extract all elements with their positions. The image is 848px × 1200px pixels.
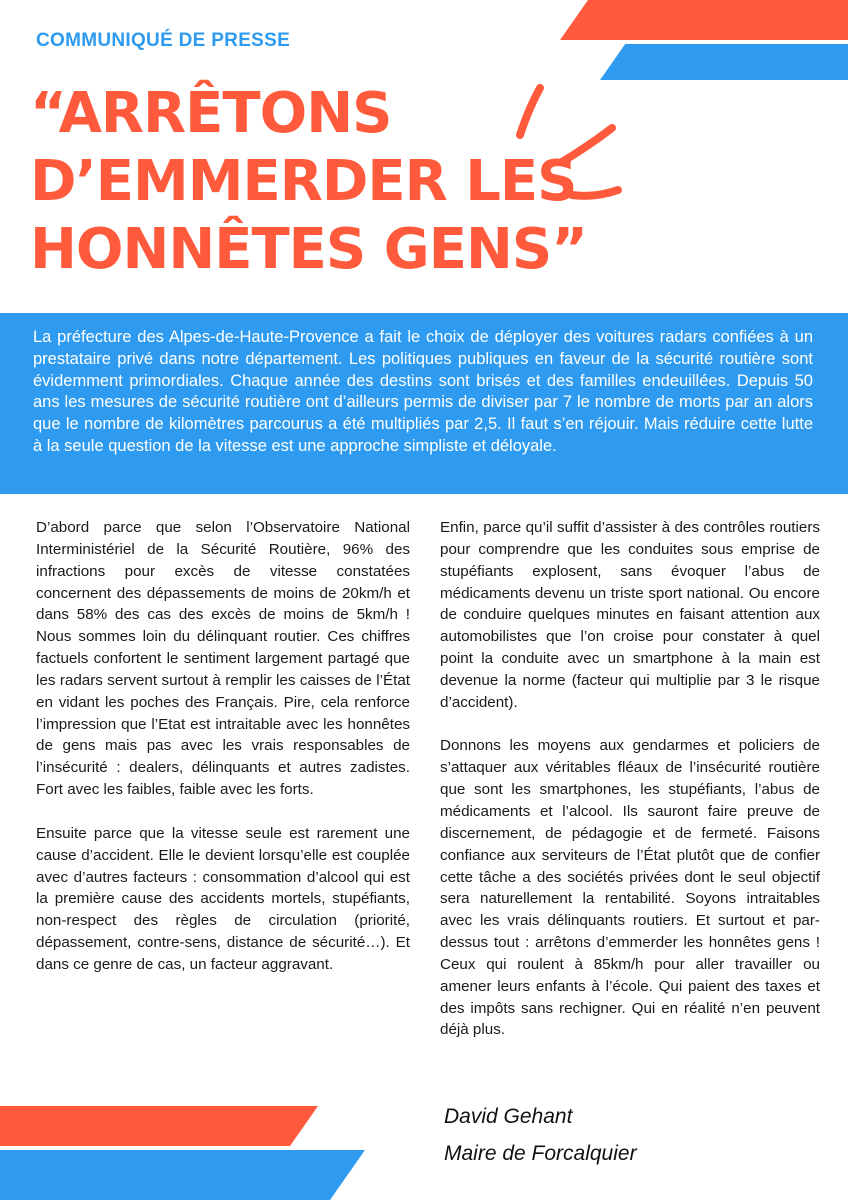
body-paragraph: D’abord parce que selon l’Observatoire National Interministériel de la Sécurité Routière, 96% des infractions pour excès de vitesse constatées concernent des dépassements de moins de 20km/h et dans 58% des cas des excès de moins de 5km/h ! Nous sommes loin du délinquant routier. Ces chiffres factuels confortent le sentiment largement partagé que les radars servent surtout à remplir les caisses de l’État en vidant les poches des Français. Pire, cela renforce l’impression que l’Etat est intraitable avec les honnêtes de gens mais pas avec les vrais responsables de l’insécurité : dealers, délinquants et autres zadistes. Fort avec les faibles, faible avec les forts. <box>36 519 410 799</box>
bottom-blue-stripe <box>0 1150 365 1200</box>
body-paragraph: Ensuite parce que la vitesse seule est rarement une cause d’accident. Elle le devient lorsqu’elle est couplée avec d’autres facteurs : consommation d’alcool qui est la première cause des accidents mortels, stupéfiants, non-respect des règles de circulation (priorité, dépassement, contre-sens, distance de sécurité…). Et dans ce genre de cas, un facteur aggravant. <box>36 824 410 973</box>
signature-title: Maire de Forcalquier <box>444 1142 637 1165</box>
headline-line-3: HONNÊTES GENS” <box>30 217 587 282</box>
top-blue-stripe <box>600 44 848 80</box>
body-paragraph: Donnons les moyens aux gendarmes et policiers de s’attaquer aux véritables fléaux de l’insécurité routière que sont les smartphones, les stupéfiants, l’abus de médicaments et l’alcool. Ils sauront faire preuve de discernement, de pédagogie et de fermeté. Faisons confiance aux serviteurs de l’État plutôt que de confier cette tâche a des sociétés privées dont le seul objectif sera naturellement la rentabilité. Soyons intraitables avec les vrais délinquants routiers. Et surtout et par-dessus tout : arrêtons d’emmerder les honnêtes gens ! Ceux qui roulent à 85km/h pour aller travailler ou amener leurs enfants à l’école. Qui paient des taxes et des impôts sans rechigner. Qui en réalité n’en peuvent déjà plus. <box>440 737 820 1039</box>
signature-name: David Gehant <box>444 1105 573 1128</box>
top-orange-stripe <box>560 0 848 40</box>
intro-paragraph: La préfecture des Alpes-de-Haute-Provence a fait le choix de déployer des voitures radars confiées à un prestataire privé dans notre département. Les politiques publiques en faveur de la sécurité routière sont évidemment primordiales. Chaque année des destins sont brisés et des familles endeuillées. Depuis 50 ans les mesures de sécurité routière ont d’ailleurs permis de diviser par 7 le nombre de morts par an alors que le nombre de kilomètres parcourus a été multipliés par 2,5. Il faut s’en réjouir. Mais réduire cette lutte à la seule question de la vitesse est une approche simpliste et déloyale. <box>33 328 813 455</box>
right-column <box>440 517 820 1063</box>
sparkle-decoration-icon <box>500 80 630 210</box>
left-column <box>36 517 410 998</box>
headline-line-2: D’EMMERDER LES <box>30 149 577 214</box>
headline-line-1: “ARRÊTONS <box>30 81 392 146</box>
press-release-label: COMMUNIQUÉ DE PRESSE <box>36 30 291 51</box>
bottom-orange-stripe <box>0 1106 318 1146</box>
body-paragraph: Enfin, parce qu’il suffit d’assister à des contrôles routiers pour comprendre que les conduites sous emprise de stupéfiants explosent, sans évoquer l’abus de médicaments devenu un triste sport national. Ou encore de conduire quelques minutes en faisant attention aux automobilistes que l’on croise pour constater à quel point la conduite avec un smartphone à la main est devenue la norme (facteur qui multiplie par 3 le risque d’accident). <box>440 519 820 711</box>
